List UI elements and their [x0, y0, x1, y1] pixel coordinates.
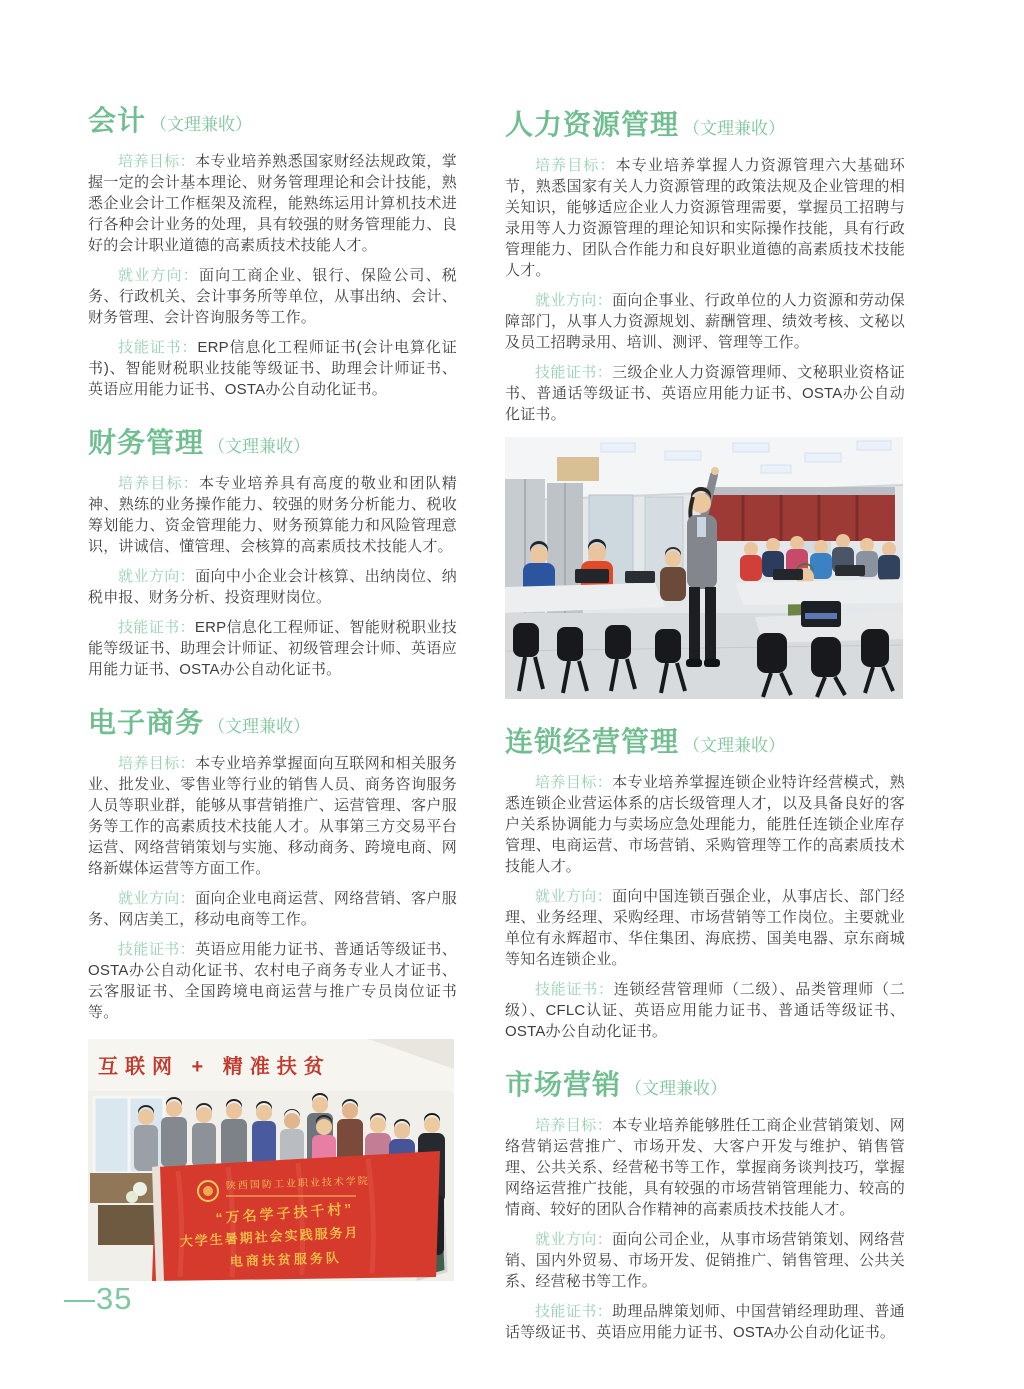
admission-note: （文理兼收）: [208, 437, 311, 456]
career-label: 就业方向：: [118, 267, 199, 284]
section-marketing: [505, 1068, 905, 1343]
cert-label: 技能证书：: [535, 981, 614, 998]
flag-school-name: 陕西国防工业职业技术学院: [225, 1175, 371, 1192]
section-chain: [505, 725, 905, 1042]
flag-activity: 大学生暑期社会实践服务月: [179, 1224, 360, 1249]
career-text: 面向企事业、行政单位的人力资源和劳动保障部门，从事人力资源规划、薪酬管理、绩效考核、文秘以及员工招聘录用、培训、测评、管理等工作。: [505, 292, 905, 351]
career-text: 面向工商企业、银行、保险公司、税务、行政机关、会计事务所等单位，从事出纳、会计、财务管理、会计咨询服务等工作。: [88, 267, 457, 326]
goal-paragraph: [88, 753, 457, 879]
section-finance: [88, 426, 457, 680]
admission-note: （文理兼收）: [150, 115, 253, 134]
admission-note: （文理兼收）: [625, 1079, 728, 1098]
career-label: 就业方向：: [535, 1231, 613, 1248]
laptop: [773, 569, 803, 580]
cert-paragraph: [505, 979, 905, 1042]
flag-slogan: “万名学子扶千村”: [215, 1200, 355, 1226]
section-heading: [505, 725, 905, 763]
major-name: 人力资源管理: [505, 109, 680, 140]
major-name: 会计: [88, 105, 147, 136]
red-flag: [152, 1151, 440, 1281]
goal-paragraph: [88, 473, 457, 557]
goal-text: 本专业培养掌握连锁企业特许经营模式，熟悉连锁企业营运体系的店长级管理人才，以及具备良好的客户关系协调能力与卖场应急处理能力，能胜任连锁企业库存管理、电商运营、市场营销、采购管理等工作的高素质技术技能人才。: [505, 774, 905, 875]
career-label: 就业方向：: [118, 568, 196, 585]
goal-label: 培养目标：: [118, 755, 196, 772]
cert-label: 技能证书：: [118, 619, 195, 636]
career-paragraph: [88, 265, 457, 328]
career-label: 就业方向：: [535, 292, 613, 309]
goal-text: 本专业培养能够胜任工商企业营销策划、网络营销运营推广、市场开发、大客户开发与维护、销售管理、公共关系、经营秘书等工作，掌握商务谈判技巧，掌握网络运营推广技能，具有较强的市场营销管理能力、较高的情商、较好的团队合作精神的高素质技术技能人才。: [505, 1117, 905, 1218]
cert-text: ERP信息化工程师证、智能财税职业技能等级证书、助理会计师证、初级管理会计师、英语应用能力证书、OSTA办公自动化证书。: [88, 619, 457, 678]
section-accounting: [88, 104, 457, 400]
cert-text: 英语应用能力证书、普通话等级证书、OSTA办公自动化证书、农村电子商务专业人才证书、云客服证书、全国跨境电商运营与推广专员岗位证书等。: [88, 941, 457, 1021]
admission-note: （文理兼收）: [683, 119, 786, 138]
section-ecommerce: [88, 706, 457, 1023]
section-heading: [88, 706, 457, 744]
major-name: 市场营销: [505, 1069, 622, 1100]
career-paragraph: [88, 888, 457, 930]
cert-paragraph: [88, 337, 457, 400]
cert-text: ERP信息化工程师证书(会计电算化证书)、智能财税职业技能等级证书、助理会计师证书、英语应用能力证书、OSTA办公自动化证书。: [88, 339, 457, 398]
red-panels: [705, 487, 895, 541]
career-paragraph: [88, 566, 457, 608]
career-paragraph: [505, 1229, 905, 1292]
career-label: 就业方向：: [535, 888, 613, 905]
group-photo-illustration: [88, 1039, 454, 1281]
career-text: 面向中小企业会计核算、出纳岗位、纳税申报、财务分析、投资理财岗位。: [88, 568, 457, 606]
goal-paragraph: [505, 772, 905, 877]
section-heading: [505, 1068, 905, 1106]
goal-text: 本专业培养具有高度的敬业和团队精神、熟练的业务操作能力、较强的财务分析能力、税收筹划能力、资金管理能力、财务预算能力和风险管理意识，讲诚信、懂管理、会核算的高素质技术技能人才。: [88, 475, 457, 555]
career-paragraph: [505, 886, 905, 970]
goal-label: 培养目标：: [118, 475, 199, 492]
career-text: 面向中国连锁百强企业，从事店长、部门经理、业务经理、采购经理、市场营销等工作岗位。主要就业单位有永辉超市、华住集团、海底捞、国美电器、京东商城等知名连锁企业。: [505, 888, 905, 968]
major-name: 电子商务: [88, 707, 205, 738]
section-hr: [505, 108, 905, 425]
section-heading: [505, 108, 905, 146]
goal-text: 本专业培养熟悉国家财经法规政策，掌握一定的会计基本理论、财务管理理论和会计技能，熟悉企业会计工作框架及流程，能熟练运用计算机技术进行各种会计业务的处理，具有较强的财务管理能力、良好的会计职业道德的高素质技术技能人才。: [88, 153, 457, 254]
career-text: 面向企业电商运营、网络营销、客户服务、网店美工，移动电商等工作。: [88, 890, 457, 928]
goal-text: 本专业培养掌握面向互联网和相关服务业、批发业、零售业等行业的销售人员、商务咨询服务人员等职业群，能够从事营销推广、运营管理、客户服务等工作的高素质技术技能人才。从事第三方交易平台运营、网络营销策划与实施、移动商务、跨境电商、网络新媒体运营等方面工作。: [88, 755, 457, 877]
goal-label: 培养目标：: [535, 774, 613, 791]
group-photo: [88, 1039, 454, 1281]
laptop: [575, 569, 609, 583]
major-name: 连锁经营管理: [505, 726, 680, 757]
goal-label: 培养目标：: [535, 1117, 613, 1134]
goal-label: 培养目标：: [535, 157, 616, 174]
cert-text: 连锁经营管理师（二级）、品类管理师（二级）、CFLC认证、英语应用能力证书、普通话等级证书、OSTA办公自动化证书。: [505, 981, 905, 1040]
career-label: 就业方向：: [118, 890, 196, 907]
cert-text: 助理品牌策划师、中国营销经理助理、普通话等级证书、英语应用能力证书、OSTA办公自动化证书。: [505, 1303, 905, 1341]
left-column: [88, 104, 457, 1281]
cert-label: 技能证书：: [118, 339, 198, 356]
career-paragraph: [505, 290, 905, 353]
goal-paragraph: [505, 1115, 905, 1220]
classroom-photo-illustration: [505, 437, 903, 699]
goal-text: 本专业培养掌握人力资源管理六大基础环节，熟悉国家有关人力资源管理的政策法规及企业管理的相关知识，能够适应企业人力资源管理需要，掌握员工招聘与录用等人力资源管理的理论知识和实际操作技能，具有行政管理能力、团队合作能力和良好职业道德的高素质技术技能人才。: [505, 157, 905, 279]
section-heading: [88, 104, 457, 142]
laptop: [835, 565, 865, 576]
cert-paragraph: [505, 362, 905, 425]
goal-paragraph: [88, 151, 457, 256]
admission-note: （文理兼收）: [208, 717, 311, 736]
cert-paragraph: [88, 617, 457, 680]
cert-paragraph: [505, 1301, 905, 1343]
admission-note: （文理兼收）: [683, 736, 786, 755]
career-text: 面向公司企业，从事市场营销策划、网络营销、国内外贸易、市场开发、促销推广、销售管理、公共关系、经营秘书等工作。: [505, 1231, 905, 1290]
cert-text: 三级企业人力资源管理师、文秘职业资格证书、普通话等级证书、英语应用能力证书、OSTA办公自动化证书。: [505, 364, 905, 423]
laptop: [625, 571, 655, 583]
classroom-photo: [505, 437, 903, 699]
cert-paragraph: [88, 939, 457, 1023]
major-name: 财务管理: [88, 427, 205, 458]
cert-label: 技能证书：: [535, 1303, 613, 1320]
right-column: [505, 108, 905, 1352]
goal-label: 培养目标：: [118, 153, 196, 170]
cardboard-box: [557, 457, 599, 481]
goal-paragraph: [505, 155, 905, 281]
section-heading: [88, 426, 457, 464]
wall-banner-text: 互联网 + 精准扶贫: [98, 1056, 331, 1078]
page-number: —35: [64, 1281, 133, 1316]
cert-label: 技能证书：: [535, 364, 613, 381]
flag-team: 电商扶贫服务队: [229, 1250, 343, 1269]
cert-label: 技能证书：: [118, 941, 196, 958]
